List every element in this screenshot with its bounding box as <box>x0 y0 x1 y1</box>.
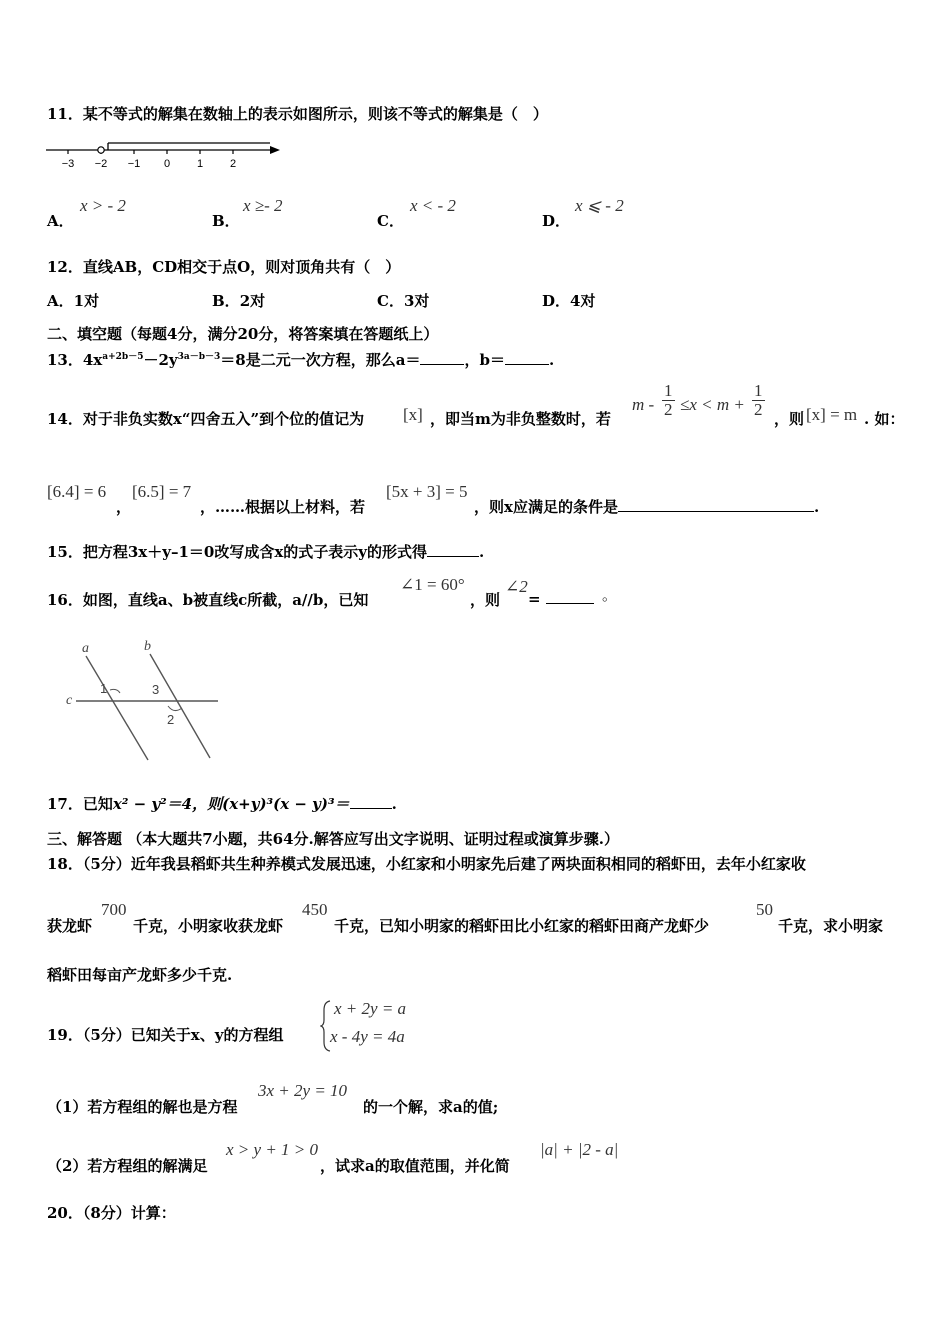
q11-option-d-letter: D． <box>542 212 571 230</box>
parallel-lines-figure <box>60 638 225 768</box>
q16-mid: ，则 <box>470 591 501 609</box>
q13-blank-a[interactable] <box>420 350 464 365</box>
q14-condition: [5x + 3] = 5 <box>386 482 468 501</box>
q11-option-a-expr: x > - 2 <box>80 196 126 215</box>
q18-n700: 700 <box>101 900 127 919</box>
q16-given: ∠1 = 60° <box>400 575 465 594</box>
label-2: 2 <box>167 712 175 727</box>
q18-n50: 50 <box>756 900 773 919</box>
q18-l2d: 千克，求小明家 <box>778 917 884 935</box>
q12-option-c: C．3对 <box>377 292 430 310</box>
q11-option-a-letter: A． <box>47 212 74 230</box>
axis-tick-label: −3 <box>61 158 75 170</box>
q19-part2-expr: |a| + |2 - a| <box>540 1140 619 1159</box>
q19-part1-b: 的一个解，求a的值; <box>363 1098 499 1116</box>
q13: 13．$4x^{a+2b-5}-2y^{3a-b-3}=8$是二元一次方程，那么a＝ ，b＝ . <box>47 351 555 369</box>
angle-1-arc <box>110 689 120 693</box>
label-1: 1 <box>100 681 108 696</box>
q19-part2-b: ，试求a的取值范围，并化简 <box>320 1157 510 1175</box>
q12-option-d: D．4对 <box>542 292 596 310</box>
q11-option-c-expr: x < - 2 <box>410 196 456 215</box>
q18-l2c: 千克，已知小明家的稻虾田比小红家的稻虾田商产龙虾少 <box>334 917 710 935</box>
q16-text: 16．如图，直线a、b被直线c所截，a//b，已知 <box>47 591 369 609</box>
q15-blank[interactable] <box>427 542 479 557</box>
q14-result: [x] = m <box>806 405 858 424</box>
q14-line1-b: ，即当m为非负整数时，若 <box>430 410 611 428</box>
q12-option-b: B．2对 <box>212 292 266 310</box>
q14-line1-a: 14．对于非负实数x“四舍五入”到个位的值记为 <box>47 410 365 428</box>
number-line-arrow <box>270 146 280 154</box>
q14-blank[interactable] <box>618 497 814 512</box>
q14-separator: ， <box>116 498 132 516</box>
line-a <box>86 656 148 760</box>
label-b: b <box>144 639 151 654</box>
q19-eq1: x + 2y = a <box>334 999 407 1018</box>
q19-stem: 19．（5分）已知关于x、y的方程组 <box>47 1026 284 1044</box>
q15: 15．把方程3x＋y–1＝0改写成含x的式子表示y的形式得 . <box>47 543 485 561</box>
open-point <box>98 147 104 153</box>
q18-line3: 稻虾田每亩产龙虾多少千克. <box>47 966 233 984</box>
q19-part2-a: （2）若方程组的解满足 <box>47 1157 208 1175</box>
q19-part1-eq: 3x + 2y = 10 <box>258 1081 348 1100</box>
q11-option-b-expr: x ≥- 2 <box>243 196 283 215</box>
q17-blank[interactable] <box>350 794 392 809</box>
q16-blank[interactable] <box>546 589 594 604</box>
label-c: c <box>66 693 73 708</box>
line-b <box>150 654 210 758</box>
q14-ineq-mid: ≤x < m + <box>680 395 745 414</box>
q18-l2a: 获龙虾 <box>47 917 93 935</box>
q18-n450: 450 <box>302 900 328 919</box>
q19-part2-cond: x > y + 1 > 0 <box>226 1140 319 1159</box>
q16-end: 。 <box>602 586 618 604</box>
axis-tick-label: −1 <box>127 158 141 170</box>
q11-stem: 11．某不等式的解集在数轴上的表示如图所示，则该不等式的解集是（ ） <box>47 105 548 123</box>
q14-line2-b: ，则x应满足的条件是 . <box>474 498 820 516</box>
q14-m-minus: m - <box>632 395 655 414</box>
label-a: a <box>82 641 89 656</box>
label-3: 3 <box>152 682 160 697</box>
q16-eq: = <box>528 589 594 608</box>
q14-half-fraction-1: $\frac{1}{2}$ <box>664 381 673 419</box>
q12-stem: 12．直线AB，CD相交于点O，则对顶角共有（ ） <box>47 258 401 276</box>
section-2-heading: 二、填空题（每题4分，满分20分，将答案填在答题纸上） <box>47 325 439 343</box>
q18-l2b: 千克，小明家收获龙虾 <box>133 917 284 935</box>
axis-tick-label: 1 <box>196 158 204 170</box>
q14-line1-c: ，则 <box>774 410 805 428</box>
q17: 17．已知x² − y²＝4，则(x+y)³(x − y)³＝ . <box>47 795 397 813</box>
q11-option-c-letter: C． <box>377 212 404 230</box>
q13-blank-b[interactable] <box>505 350 549 365</box>
q14-half-fraction-2: $\frac{1}{2}$ <box>754 381 763 419</box>
axis-tick-label: −2 <box>94 158 108 170</box>
q20: 20．（8分）计算： <box>47 1204 176 1222</box>
q14-example-1: [6.4] = 6 <box>47 482 107 501</box>
q11-option-d-expr: x ⩽ - 2 <box>575 196 624 215</box>
q14-line1-d: . 如： <box>864 410 905 428</box>
q18-line1: 18．（5分）近年我县稻虾共生种养模式发展迅速，小红家和小明家先后建了两块面积相同的稻虾田，去年小红家收 <box>47 855 806 873</box>
q19-eq2: x - 4y = 4a <box>330 1027 405 1046</box>
q16-ask: ∠2 <box>505 577 528 596</box>
q19-part1-a: （1）若方程组的解也是方程 <box>47 1098 238 1116</box>
number-line-figure <box>44 138 284 170</box>
axis-tick-label: 2 <box>229 158 237 170</box>
axis-tick-label: 0 <box>163 158 171 170</box>
q14-example-2: [6.5] = 7 <box>132 482 192 501</box>
section-3-heading: 三、解答题 （本大题共7小题，共64分.解答应写出文字说明、证明过程或演算步骤.） <box>47 830 619 848</box>
q14-bracket-x: [x] <box>403 405 423 424</box>
q12-option-a: A．1对 <box>47 292 100 310</box>
q11-option-b-letter: B． <box>212 212 240 230</box>
q14-line2-a: ，……根据以上材料，若 <box>200 498 366 516</box>
